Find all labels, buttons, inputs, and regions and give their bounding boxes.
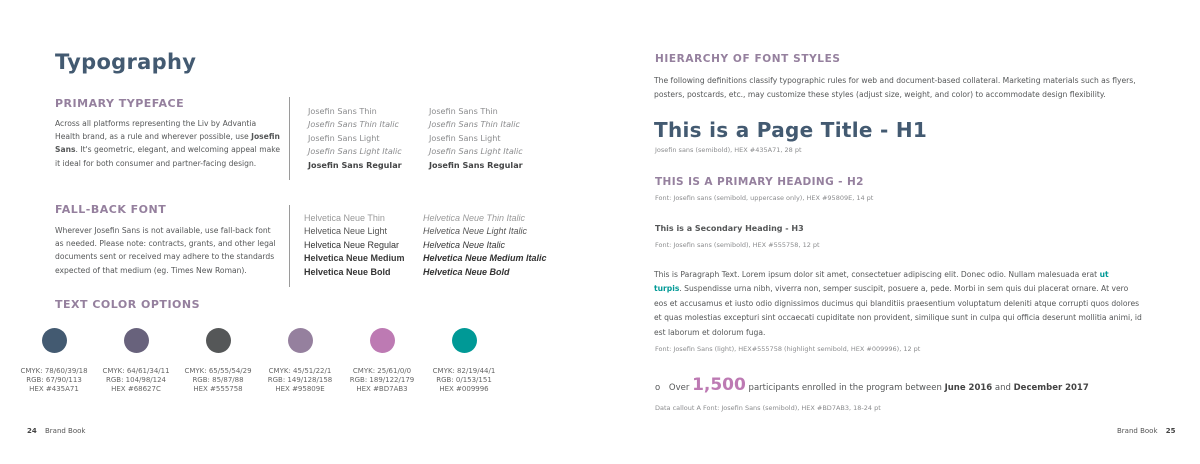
- color-swatch: CMYK: 45/51/22/1 RGB: 149/128/158 HEX #95809E: [259, 328, 341, 395]
- text-color-options-heading: TEXT COLOR OPTIONS: [55, 298, 201, 311]
- callout-number: 1,500: [692, 375, 746, 395]
- h3-note: Font: Josefin sans (semibold), HEX #555758, 12 pt: [655, 241, 820, 249]
- hierarchy-heading: HIERARCHY OF FONT STYLES: [655, 53, 841, 65]
- color-swatch: CMYK: 82/19/44/1 RGB: 0/153/151 HEX #009996: [423, 328, 505, 395]
- h3-sample: This is a Secondary Heading - H3: [655, 224, 804, 233]
- josefin-sample-col-1: Josefin Sans Thin Josefin Sans Thin Italic Josefin Sans Light Josefin Sans Light Italic Josefin Sans Regular: [308, 106, 402, 170]
- h2-sample: THIS IS A PRIMARY HEADING - H2: [655, 176, 864, 188]
- color-swatch: CMYK: 65/55/54/29 RGB: 85/87/88 HEX #555758: [177, 328, 259, 395]
- helvetica-sample-col-2: Helvetica Neue Thin Italic Helvetica Neue Light Italic Helvetica Neue Italic Helvetica Neue Medium Italic Helvetica Neue Bold: [423, 213, 547, 277]
- h1-sample: This is a Page Title - H1: [654, 118, 928, 142]
- swatch-circle: [124, 328, 149, 353]
- h1-note: Josefin sans (semibold), HEX #435A71, 28 pt: [655, 146, 802, 154]
- swatch-circle: [370, 328, 395, 353]
- hierarchy-intro: The following definitions classify typographic rules for web and document-based collateral. Marketing materials such as flyers, posters, postcards, etc., may customize these styles (adjust size, weight, and color) to accommodate design flexibility.: [654, 76, 1136, 99]
- color-swatch: CMYK: 78/60/39/18 RGB: 67/90/113 HEX #435A71: [13, 328, 95, 395]
- footer-label: Brand Book: [1117, 427, 1158, 435]
- footer-label: Brand Book: [44, 427, 86, 435]
- fallback-font-heading: FALL-BACK FONT: [55, 203, 167, 216]
- swatch-circle: [42, 328, 67, 353]
- helvetica-sample-col-1: Helvetica Neue Thin Helvetica Neue Light Helvetica Neue Regular Helvetica Neue Medium Helvetica Neue Bold: [304, 213, 405, 277]
- bullet: o: [655, 383, 661, 393]
- color-swatch: CMYK: 64/61/34/11 RGB: 104/98/124 HEX #68627C: [95, 328, 177, 395]
- page-title: Typography: [55, 50, 197, 74]
- paragraph-sample: This is Paragraph Text. Lorem ipsum dolor sit amet, consectetuer adipiscing elit. Donec odio. Nullam malesuada erat ut turpis. Suspendisse urna nibh, viverra non, semper suscipit, posuere a, pede. Morbi in sem quis dui placerat ornare. At vero eos et accusamus et iusto odio dignissimos ducimus qui blanditiis praesentium voluptatum deleniti atque corrupti quos dolores et quas molestias excepturi sint occaecati cupiditate non provident, similique sunt in culpa qui officia deserunt mollitia animi, id est laborum et dolorum fuga.: [654, 270, 1142, 337]
- right-footer: [1117, 427, 1175, 435]
- left-footer: [27, 427, 85, 435]
- primary-typeface-text: Across all platforms representing the Liv by Advantia Health brand, as a rule and wherever possible, use Josefin Sans. It's geometric, elegant, and welcoming appeal make it ideal for both consumer and partner-facing design.: [55, 119, 281, 168]
- h2-note: Font: Josefin sans (semibold, uppercase only), HEX #95809E, 14 pt: [655, 194, 874, 202]
- color-swatch: CMYK: 25/61/0/0 RGB: 189/122/179 HEX #BD7AB3: [341, 328, 423, 395]
- divider: [289, 205, 290, 287]
- swatch-circle: [452, 328, 477, 353]
- swatch-circle: [206, 328, 231, 353]
- page-number: 25: [1165, 427, 1176, 435]
- data-callout: o Over 1,500 participants enrolled in the program between June 2016 and December 2017: [655, 375, 1089, 395]
- paragraph-note: Font: Josefin Sans (light), HEX#555758 (highlight semibold, HEX #009996), 12 pt: [655, 345, 921, 353]
- primary-typeface-heading: PRIMARY TYPEFACE: [55, 97, 185, 110]
- page-number: 24: [27, 427, 37, 435]
- color-swatch-row: [13, 328, 505, 395]
- callout-note: Data callout A Font: Josefin Sans (semibold), HEX #BD7AB3, 18-24 pt: [655, 404, 881, 412]
- swatch-circle: [288, 328, 313, 353]
- divider: [289, 97, 290, 180]
- fallback-font-text: Wherever Josefin Sans is not available, use fall-back font as needed. Please note: contracts, grants, and other legal documents sent or received may adhere to the standards expected of that medium (eg. Times New Roman).: [55, 226, 276, 275]
- josefin-sample-col-2: Josefin Sans Thin Josefin Sans Thin Italic Josefin Sans Light Josefin Sans Light Italic Josefin Sans Regular: [429, 106, 523, 170]
